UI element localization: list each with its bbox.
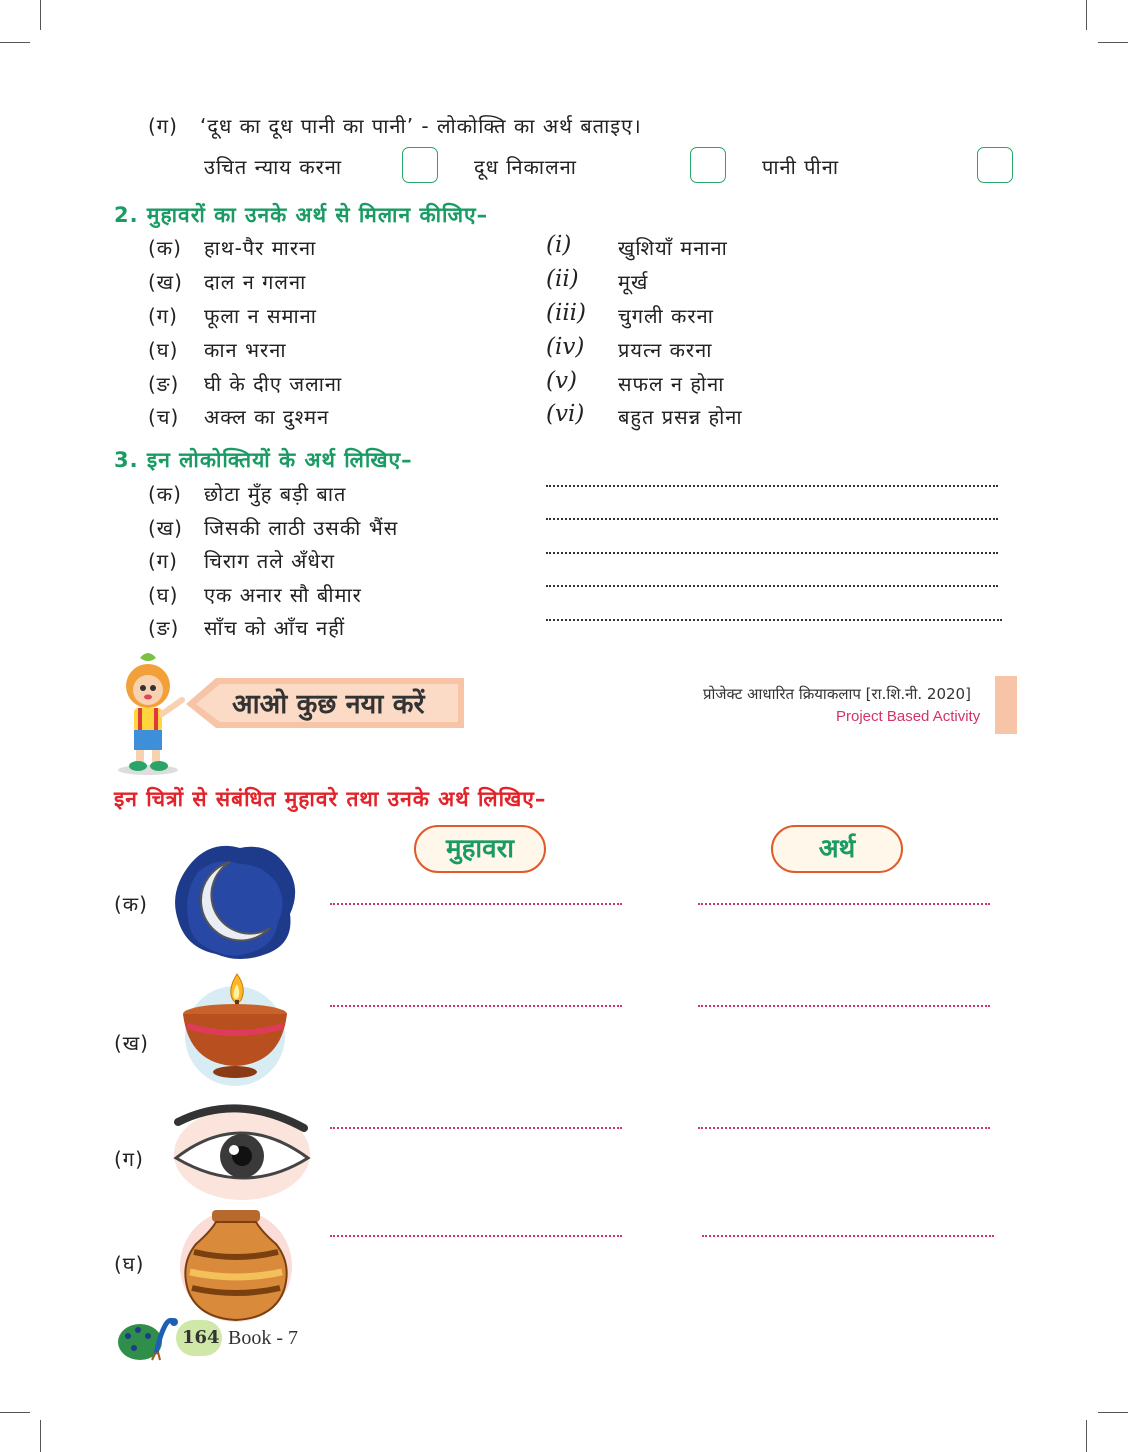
- q3-answer-line[interactable]: [546, 619, 1002, 621]
- moon-icon: [172, 842, 300, 960]
- q2-right-numeral: (i): [546, 232, 572, 258]
- idiom-answer-line[interactable]: [330, 1235, 622, 1237]
- q1g-option-3: पानी पीना: [762, 155, 839, 179]
- q2-right-numeral: (iv): [546, 334, 585, 360]
- q2-right-text: बहुत प्रसन्न होना: [618, 405, 743, 429]
- q2-left-text: दाल न गलना: [204, 270, 307, 294]
- q3-proverb: चिराग तले अँधेरा: [204, 549, 336, 573]
- side-color-tab: [995, 676, 1017, 734]
- q3-proverb: जिसकी लाठी उसकी भैंस: [204, 516, 399, 540]
- q3-label: (क): [148, 482, 182, 506]
- q2-left-label: (घ): [148, 338, 179, 362]
- q2-left-text: फूला न समाना: [204, 304, 317, 328]
- q2-left-label: (क): [148, 236, 182, 260]
- q2-left-label: (ग): [148, 304, 178, 328]
- column-header-idiom: मुहावरा: [414, 825, 546, 873]
- q1g-question: ‘दूध का दूध पानी का पानी’ - लोकोक्ति का अर्थ बताइए।: [200, 114, 642, 138]
- q2-right-text: खुशियाँ मनाना: [618, 236, 728, 260]
- q2-left-label: (ख): [148, 270, 183, 294]
- q1g-label: (ग): [148, 114, 178, 138]
- task-item-label: (क): [114, 892, 148, 916]
- meaning-answer-line[interactable]: [698, 1127, 990, 1129]
- q3-answer-line[interactable]: [546, 485, 998, 487]
- idiom-answer-line[interactable]: [330, 903, 622, 905]
- q3-proverb: छोटा मुँह बड़ी बात: [204, 482, 347, 506]
- q3-proverb: साँच को आँच नहीं: [204, 616, 346, 640]
- q3-answer-line[interactable]: [546, 552, 998, 554]
- idiom-answer-line[interactable]: [330, 1127, 622, 1129]
- q2-right-numeral: (vi): [546, 401, 585, 427]
- pot-icon: [172, 1206, 300, 1324]
- q2-right-text: प्रयत्न करना: [618, 338, 713, 362]
- q2-right-numeral: (iii): [546, 300, 587, 326]
- idiom-answer-line[interactable]: [330, 1005, 622, 1007]
- q3-answer-line[interactable]: [546, 585, 998, 587]
- project-reference: प्रोजेक्ट आधारित क्रियाकलाप [रा.शि.नी. 2020]: [703, 685, 971, 703]
- book-label: Book - 7: [228, 1327, 298, 1349]
- task-item-label: (घ): [114, 1252, 145, 1276]
- q3-answer-line[interactable]: [546, 518, 998, 520]
- project-reference-english: Project Based Activity: [836, 708, 981, 725]
- q3-label: (ङ): [148, 616, 180, 640]
- q2-left-text: हाथ-पैर मारना: [204, 236, 317, 260]
- q2-left-text: अक्ल का दुश्मन: [204, 405, 330, 429]
- task-item-label: (ख): [114, 1031, 149, 1055]
- q1g-checkbox-2[interactable]: [690, 147, 726, 183]
- q2-left-text: कान भरना: [204, 338, 287, 362]
- q3-label: (ख): [148, 516, 183, 540]
- q2-left-label: (च): [148, 405, 180, 429]
- q2-right-numeral: (v): [546, 368, 577, 394]
- q3-proverb: एक अनार सौ बीमार: [204, 583, 362, 607]
- q1g-checkbox-1[interactable]: [402, 147, 438, 183]
- meaning-answer-line[interactable]: [698, 903, 990, 905]
- q2-right-numeral: (ii): [546, 266, 579, 292]
- q1g-checkbox-3[interactable]: [977, 147, 1013, 183]
- q2-right-text: चुगली करना: [618, 304, 714, 328]
- page-number: 164: [182, 1327, 220, 1348]
- q2-right-text: मूर्ख: [618, 270, 649, 294]
- eye-icon: [168, 1100, 314, 1202]
- meaning-answer-line[interactable]: [702, 1235, 994, 1237]
- q2-left-label: (ङ): [148, 372, 180, 396]
- q3-label: (ग): [148, 549, 178, 573]
- meaning-answer-line[interactable]: [698, 1005, 990, 1007]
- task-item-label: (ग): [114, 1147, 144, 1171]
- q2-right-text: सफल न होना: [618, 372, 725, 396]
- q2-heading: 2. मुहावरों का उनके अर्थ से मिलान कीजिए–: [114, 203, 489, 227]
- q2-left-text: घी के दीए जलाना: [204, 372, 343, 396]
- diya-icon: [175, 970, 293, 1086]
- q1g-option-2: दूध निकालना: [474, 155, 577, 179]
- column-header-meaning: अर्थ: [771, 825, 903, 873]
- task-heading: इन चित्रों से संबंधित मुहावरे तथा उनके अर्थ लिखिए–: [114, 787, 547, 811]
- activity-banner-title: आओ कुछ नया करें: [232, 689, 425, 720]
- q1g-option-1: उचित न्याय करना: [204, 155, 343, 179]
- q3-heading: 3. इन लोकोक्तियों के अर्थ लिखिए–: [114, 448, 413, 472]
- cartoon-child-icon: [112, 650, 192, 776]
- q3-label: (घ): [148, 583, 179, 607]
